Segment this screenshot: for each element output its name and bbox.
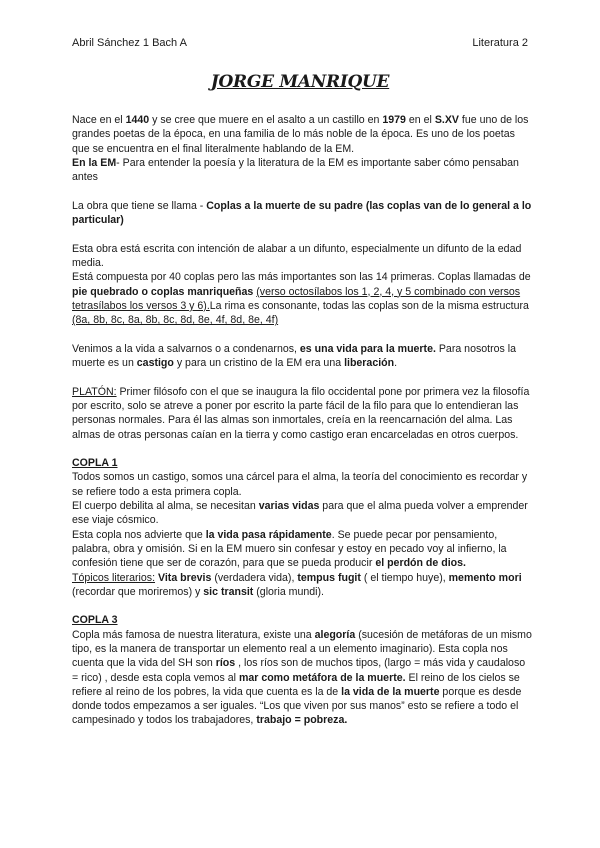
body-paragraph: [72, 499, 532, 528]
text-run: . Se puede pecar por pensamiento, palabra, obra y omisión. Si en la EM muero sin confesar y estoy en pecado voy al infierno, la confesión tiene que ser de corazón, para que se pueda producir: [72, 528, 507, 570]
text-run: para que el alma pueda volver a emprender ese viaje cósmico.: [72, 500, 528, 527]
body-paragraph: [72, 113, 532, 156]
underlined-text: Tópicos literarios:: [72, 571, 156, 584]
bold-text: Vita brevis: [157, 571, 212, 584]
text-run: Esta obra está escrita con intención de alabar a un difunto, especialmente un difunto de la edad media.: [72, 242, 522, 269]
body-paragraph: [72, 571, 532, 600]
bold-text: varias vidas: [258, 500, 320, 513]
text-run: El reino de los cielos se refiere al reino de los pobres, la vida que cuenta es la de: [72, 671, 520, 698]
text-run: y para un cristino de la EM era una: [173, 357, 345, 370]
header-author: Abril Sánchez 1 Bach A: [72, 37, 187, 49]
text-run: ( el tiempo huye),: [360, 571, 449, 584]
body-paragraph: [72, 199, 532, 228]
bold-text: liberación: [344, 357, 395, 370]
text-run: COPLA 3: [72, 614, 118, 627]
bold-text: alegoría: [314, 628, 356, 641]
document-title: JORGE MANRIQUE: [210, 72, 390, 92]
text-run: porque es desde donde todos empezamos a ser iguales. “Los que viven por sus manos” esto se refiere a todo el campesinado y todos los trabajadores,: [72, 685, 522, 727]
bold-text: ríos: [215, 657, 236, 670]
text-run: Está compuesta por 40 coplas pero las más importantes son las 14 primeras. Coplas llamadas de: [72, 271, 531, 284]
bold-text: la vida pasa rápidamente: [205, 528, 332, 541]
text-run: .: [394, 357, 398, 370]
document-body: [72, 113, 532, 728]
text-run: Primer filósofo con el que se inaugura la filo occidental pone por primera vez la filosofía por escrito, solo se atreve a poner por escrito la parte fácil de la filo para que lo entendieran las personas normales. Para él las almas son inmortales, creía en la reencarnación del alma. Las almas de otras personas caían en la tierra y como castigo eran encarceladas en otros cuerpos.: [72, 385, 530, 441]
text-run: - Para entender la poesía y la literatura de la EM es importante saber cómo pensaban antes: [72, 156, 519, 184]
text-run: Venimos a la vida a salvarnos o a condenarnos,: [72, 342, 300, 355]
bold-text: tempus fugit: [297, 571, 361, 584]
bold-text: S.XV: [434, 114, 459, 126]
text-run: (gloria mundi).: [253, 585, 324, 598]
body-paragraph: [72, 385, 532, 442]
text-run: (recordar que moriremos) y: [72, 585, 204, 598]
underlined-text: (verso octosílabos los 1, 2, 4, y 5 combinado con versos tetrasílabos los versos 3 y 6).: [72, 285, 521, 312]
bold-text: Coplas a la muerte de su padre (las coplas van de lo general a lo particular): [72, 199, 532, 227]
bold-text: es una vida para la muerte.: [299, 342, 436, 355]
text-run: (verdadera vida),: [211, 571, 298, 584]
paragraph-spacer: [72, 370, 532, 384]
paragraph-spacer: [72, 227, 532, 241]
bold-text: trabajo = pobreza.: [256, 714, 348, 727]
header-subject: Literatura 2: [472, 37, 528, 49]
bold-text: En la EM: [72, 156, 117, 169]
text-run: Todos somos un castigo, somos una cárcel para el alma, la teoría del conocimiento es recordar y se refiere todo a esta primera copla.: [72, 471, 528, 498]
text-run: Para nosotros la muerte es un: [72, 342, 517, 370]
body-paragraph: [72, 528, 532, 571]
underlined-text: (8a, 8b, 8c, 8a, 8b, 8c, 8d, 8e, 4f, 8d, 8e, 4f): [72, 314, 279, 327]
text-run: fue uno de los grandes poetas de la época, en una familia de lo más noble de la época. Es uno de los poetas que se encuentra en el final literalmente hablando de la EM.: [72, 114, 529, 155]
paragraph-spacer: [72, 442, 532, 456]
paragraph-spacer: [72, 184, 532, 198]
bold-text: memento mori: [448, 571, 522, 584]
body-paragraph: [72, 470, 532, 499]
paragraph-spacer: [72, 599, 532, 613]
bold-text: el perdón de dios.: [375, 557, 466, 570]
text-run: (sucesión de metáforas de un mismo tipo, es la manera de transportar un elemento real a un elemento imaginario). Esta copla nos cuenta que la vida del SH son: [72, 628, 532, 670]
bold-text: pie quebrado o coplas manriqueñas: [72, 285, 254, 298]
body-paragraph: [72, 342, 532, 371]
text-run: en el: [405, 114, 435, 126]
text-run: Copla más famosa de nuestra literatura, existe una: [72, 628, 315, 641]
bold-text: 1440: [125, 114, 150, 126]
body-paragraph: [72, 156, 532, 185]
section-heading: [72, 613, 532, 627]
bold-text: castigo: [136, 357, 174, 370]
text-run: Nace en el: [72, 114, 126, 126]
bold-text: 1979: [382, 114, 406, 126]
bold-text: mar como metáfora de la muerte.: [238, 671, 406, 684]
bold-text: la vida de la muerte: [341, 685, 440, 698]
underlined-text: PLATÓN:: [72, 385, 117, 398]
text-run: , los ríos son de muchos tipos, (largo = más vida y caudaloso = rico) , desde esta copla vemos al: [72, 657, 526, 684]
text-run: Esta copla nos advierte que: [72, 528, 206, 541]
section-heading: [72, 456, 532, 470]
body-paragraph: [72, 242, 532, 271]
text-run: La obra que tiene se llama -: [72, 199, 207, 212]
text-run: COPLA 1: [72, 457, 118, 470]
bold-text: sic transit: [203, 585, 254, 598]
paragraph-spacer: [72, 327, 532, 341]
body-paragraph: [72, 270, 532, 327]
text-run: La rima es consonante, todas las coplas son de la misma estructura: [209, 299, 529, 312]
body-paragraph: [72, 628, 532, 728]
text-run: y se cree que muere en el asalto a un castillo en: [149, 114, 383, 126]
text-run: El cuerpo debilita al alma, se necesitan: [72, 500, 259, 513]
